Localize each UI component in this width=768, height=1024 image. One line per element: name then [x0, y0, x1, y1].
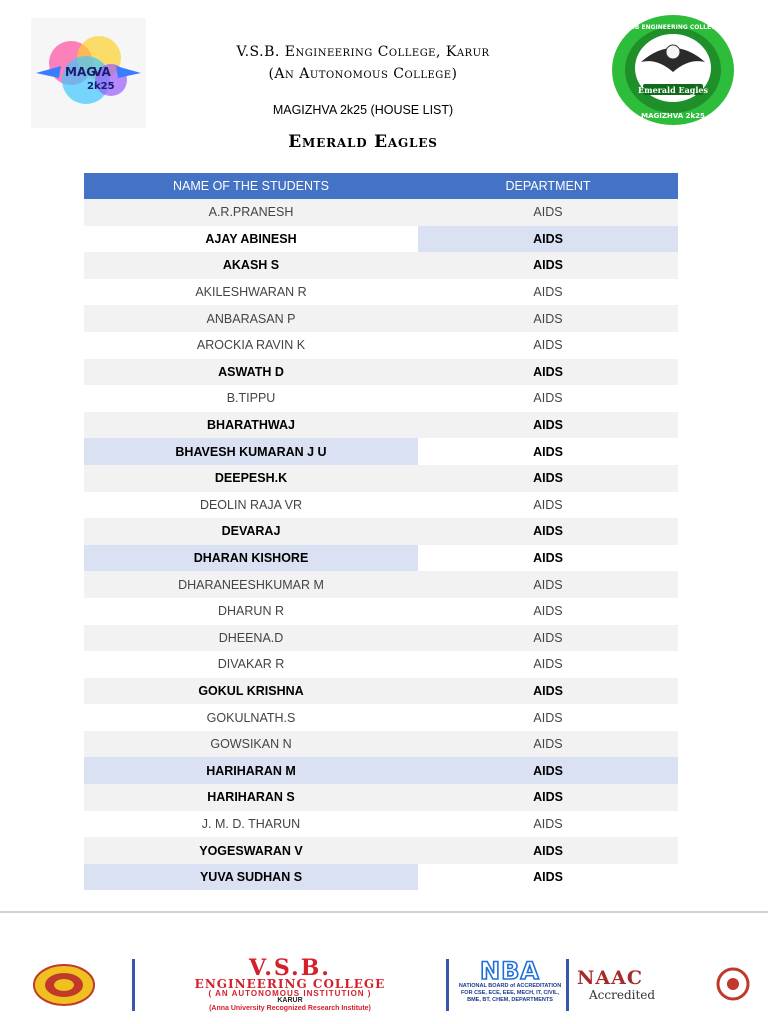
- footer-logos: [22, 955, 752, 1017]
- table-row: [84, 226, 678, 253]
- student-department: AIDS: [418, 704, 678, 731]
- table-row: [84, 545, 678, 572]
- student-name: AROCKIA RAVIN K: [84, 332, 418, 359]
- table-row: [84, 678, 678, 705]
- svg-text:MAGIZHVA 2k25: MAGIZHVA 2k25: [641, 112, 705, 120]
- college-name: V.S.B. Engineering College, Karur: [236, 44, 490, 60]
- house-list-table: [84, 173, 678, 890]
- footer-divider: [0, 911, 768, 913]
- footer-vsb-title: V.S.B.: [249, 955, 331, 981]
- student-name: BHARATHWAJ: [84, 412, 418, 439]
- student-department: AIDS: [418, 571, 678, 598]
- student-name: DHARAN KISHORE: [84, 545, 418, 572]
- student-department: AIDS: [418, 279, 678, 306]
- column-header-name: NAME OF THE STUDENTS: [172, 179, 330, 193]
- footer-separator: [566, 959, 569, 1011]
- table-row: [84, 598, 678, 625]
- table-row: [84, 199, 678, 226]
- student-department: AIDS: [418, 492, 678, 519]
- student-name: BHAVESH KUMARAN J U: [84, 438, 418, 465]
- table-body: [84, 199, 678, 890]
- table-row: [84, 731, 678, 758]
- student-name: DEVARAJ: [84, 518, 418, 545]
- table-row: [84, 412, 678, 439]
- table-header: [84, 173, 678, 199]
- table-row: [84, 571, 678, 598]
- student-department: AIDS: [418, 811, 678, 838]
- student-department: AIDS: [418, 252, 678, 279]
- table-row: [84, 359, 678, 386]
- svg-text:VA: VA: [93, 65, 111, 79]
- svg-text:MAG: MAG: [65, 65, 97, 79]
- student-name: HARIHARAN S: [84, 784, 418, 811]
- student-name: GOWSIKAN N: [84, 731, 418, 758]
- student-name: DHEENA.D: [84, 625, 418, 652]
- student-department: AIDS: [418, 518, 678, 545]
- student-name: A.R.PRANESH: [84, 199, 418, 226]
- magizhva-logo: [31, 18, 146, 128]
- table-row: [84, 651, 678, 678]
- house-name: Emerald Eagles: [288, 132, 438, 152]
- student-department: AIDS: [418, 332, 678, 359]
- table-row: [84, 252, 678, 279]
- student-department: AIDS: [418, 199, 678, 226]
- student-department: AIDS: [418, 837, 678, 864]
- table-row: [84, 492, 678, 519]
- student-department: AIDS: [418, 678, 678, 705]
- footer-separator: [446, 959, 449, 1011]
- student-name: ANBARASAN P: [84, 305, 418, 332]
- student-name: DEEPESH.K: [84, 465, 418, 492]
- student-department: AIDS: [418, 757, 678, 784]
- student-name: AJAY ABINESH: [84, 226, 418, 253]
- student-department: AIDS: [418, 864, 678, 891]
- student-name: B.TIPPU: [84, 385, 418, 412]
- student-department: AIDS: [418, 545, 678, 572]
- naac-seal-icon: [716, 967, 750, 1001]
- student-name: HARIHARAN M: [84, 757, 418, 784]
- svg-text:2k25: 2k25: [87, 81, 115, 92]
- event-title: MAGIZHVA 2k25 (HOUSE LIST): [272, 103, 454, 117]
- nba-logo: [462, 957, 558, 983]
- svg-text:VSB ENGINEERING COLLEGE: VSB ENGINEERING COLLEGE: [625, 24, 721, 31]
- college-seal-icon: [26, 963, 114, 1007]
- college-status: (An Autonomous College): [268, 66, 458, 82]
- student-name: ASWATH D: [84, 359, 418, 386]
- table-row: [84, 385, 678, 412]
- table-row: [84, 465, 678, 492]
- naac-accredited: Accredited: [589, 988, 656, 1002]
- footer-separator: [132, 959, 135, 1011]
- student-department: AIDS: [418, 598, 678, 625]
- student-name: DEOLIN RAJA VR: [84, 492, 418, 519]
- table-row: [84, 332, 678, 359]
- student-department: AIDS: [418, 465, 678, 492]
- student-name: DHARANEESHKUMAR M: [84, 571, 418, 598]
- student-department: AIDS: [418, 651, 678, 678]
- emerald-eagles-emblem: [611, 14, 735, 126]
- student-department: AIDS: [418, 226, 678, 253]
- table-row: [84, 864, 678, 891]
- student-department: AIDS: [418, 731, 678, 758]
- student-department: AIDS: [418, 438, 678, 465]
- student-department: AIDS: [418, 359, 678, 386]
- student-name: J. M. D. THARUN: [84, 811, 418, 838]
- student-name: YUVA SUDHAN S: [84, 864, 418, 891]
- table-row: [84, 279, 678, 306]
- student-name: YOGESWARAN V: [84, 837, 418, 864]
- table-row: [84, 757, 678, 784]
- student-name: GOKULNATH.S: [84, 704, 418, 731]
- table-row: [84, 811, 678, 838]
- nba-caption: NATIONAL BOARD of ACCREDITATION FOR CSE, ECE, EEE, MECH, IT, CIVIL, BME, BT, CHEM, DEPARTMENTS: [458, 983, 562, 1003]
- student-name: DHARUN R: [84, 598, 418, 625]
- table-row: [84, 704, 678, 731]
- footer-vsb-status: ( AN AUTONOMOUS INSTITUTION ): [208, 989, 372, 998]
- student-department: AIDS: [418, 385, 678, 412]
- table-row: [84, 305, 678, 332]
- table-row: [84, 438, 678, 465]
- table-row: [84, 837, 678, 864]
- column-header-department: DEPARTMENT: [505, 179, 591, 193]
- footer-vsb-anna: (Anna University Recognized Research Institute): [209, 1005, 371, 1012]
- magizhva-splash-icon: [31, 18, 146, 128]
- naac-title: NAAC: [577, 967, 643, 989]
- table-row: [84, 625, 678, 652]
- table-row: [84, 518, 678, 545]
- student-name: AKILESHWARAN R: [84, 279, 418, 306]
- footer-vsb-place: KARUR: [277, 997, 303, 1004]
- student-name: AKASH S: [84, 252, 418, 279]
- student-department: AIDS: [418, 412, 678, 439]
- svg-text:NBA: NBA: [480, 957, 540, 983]
- student-department: AIDS: [418, 784, 678, 811]
- table-row: [84, 784, 678, 811]
- student-department: AIDS: [418, 625, 678, 652]
- student-name: DIVAKAR R: [84, 651, 418, 678]
- student-department: AIDS: [418, 305, 678, 332]
- student-name: GOKUL KRISHNA: [84, 678, 418, 705]
- footer-vsb-college: ENGINEERING COLLEGE: [194, 977, 386, 991]
- svg-text:Emerald Eagles: Emerald Eagles: [638, 85, 708, 95]
